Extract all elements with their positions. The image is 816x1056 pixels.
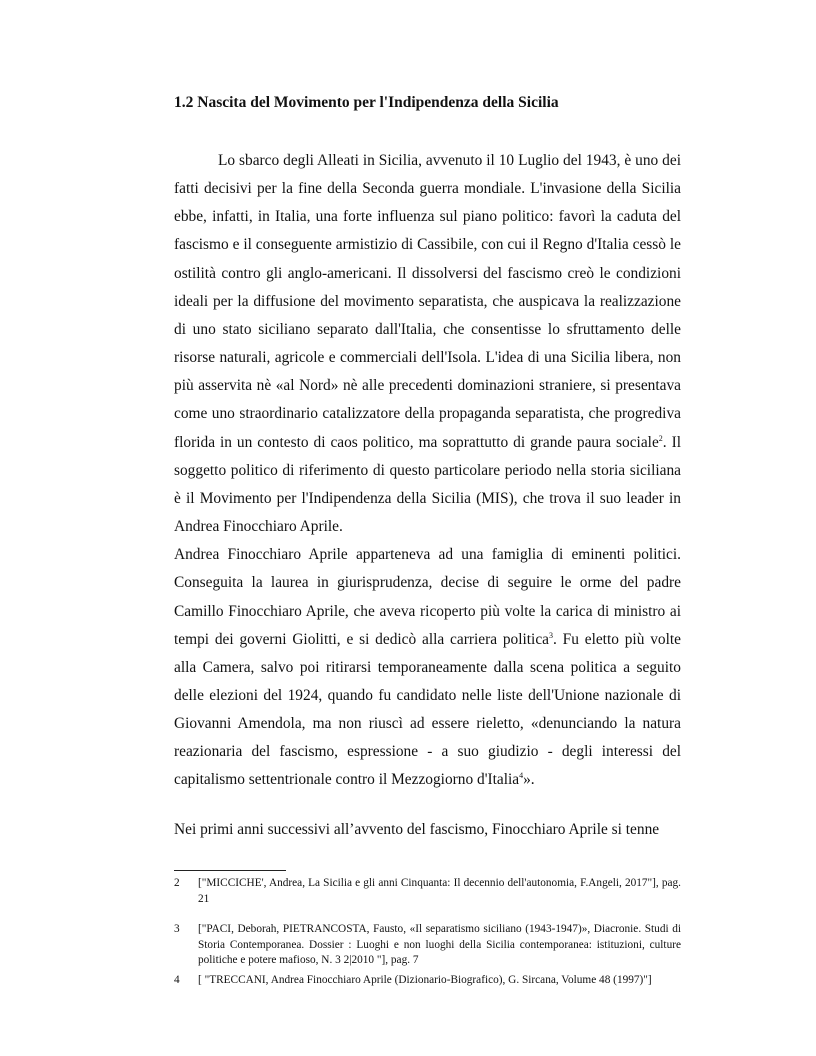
footnote-separator <box>174 870 286 871</box>
footnote-number: 3 <box>174 923 180 935</box>
paragraph-1 <box>174 147 681 541</box>
footnote-text: ["PACI, Deborah, PIETRANCOSTA, Fausto, «Il separatismo siciliano (1943-1947)», Diacronie. Studi di Storia Contemporanea. Dossier : Luoghi e non luoghi della Sicilia contemporanea: istituzioni, culture politiche e potere mafioso, N. 3 2|2010 "], pag. 7 <box>198 923 681 966</box>
paragraph-2 <box>174 541 681 794</box>
footnote-ref-2[interactable]: 2 <box>658 433 663 443</box>
footnote-4 <box>174 973 681 989</box>
footnotes <box>174 876 681 988</box>
footnote-ref-4[interactable]: 4 <box>519 771 524 781</box>
paragraph-2-text-a: Andrea Finocchiaro Aprile apparteneva ad una famiglia di eminenti politici. Conseguita la laurea in giurisprudenza, decise di seguire le orme del padre Camillo Finocchiaro Aprile, che aveva ricoperto più volte la carica di ministro ai tempi dei governi Giolitti, e si dedicò alla carriera politica <box>174 546 681 648</box>
footnote-text: ["MICCICHE', Andrea, La Sicilia e gli anni Cinquanta: Il decennio dell'autonomia, F.Angeli, 2017"], pag. 21 <box>198 877 681 905</box>
footnote-number: 2 <box>174 877 180 889</box>
document-page <box>174 0 681 1056</box>
footnote-3 <box>174 922 681 969</box>
paragraph-1-text-a: Lo sbarco degli Alleati in Sicilia, avvenuto il 10 Luglio del 1943, è uno dei fatti decisivi per la fine della Seconda guerra mondiale. L'invasione della Sicilia ebbe, infatti, in Italia, una forte influenza sul piano politico: favorì la caduta del fascismo e il conseguente armistizio di Cassibile, con cui il Regno d'Italia cessò le ostilità contro gli anglo-americani. Il dissolversi del fascismo creò le condizioni ideali per la diffusione del movimento separatista, che auspicava la realizzazione di uno stato siciliano separato dall'Italia, che consentisse lo sfruttamento delle risorse naturali, agricole e commerciali dell'Isola. L'idea di una Sicilia libera, non più asservita nè «al Nord» nè alle precedenti dominazioni straniere, si presentava come uno straordinario catalizzatore della propaganda separatista, che progrediva florida in un contesto di caos politico, ma soprattutto di grande paura sociale <box>174 152 681 451</box>
section-heading: 1.2 Nascita del Movimento per l'Indipendenza della Sicilia <box>174 94 559 111</box>
footnote-2 <box>174 876 681 907</box>
paragraph-2-text-c: ». <box>523 771 535 789</box>
paragraph-3: Nei primi anni successivi all’avvento del fascismo, Finocchiaro Aprile si tenne <box>174 820 660 838</box>
footnote-text: [ "TRECCANI, Andrea Finocchiaro Aprile (Dizionario-Biografico), G. Sircana, Volume 48 (1997)"] <box>198 973 652 986</box>
body-text <box>174 147 681 844</box>
footnote-number: 4 <box>174 973 180 986</box>
paragraph-1-text-b: . Il soggetto politico di riferimento di questo particolare periodo nella storia siciliana è il Movimento per l'Indipendenza della Sicilia (MIS), che trova il suo leader in Andrea Finocchiaro Aprile. <box>174 433 681 536</box>
paragraph-2-text-b: . Fu eletto più volte alla Camera, salvo poi ritirarsi temporaneamente dalla scena politica a seguito delle elezioni del 1924, quando fu candidato nelle liste dell'Unione nazionale di Giovanni Amendola, ma non riuscì ad essere rieletto, «denunciando la natura reazionaria del fascismo, espressione - a suo giudizio - degli interessi del capitalismo settentrionale contro il Mezzogiorno d'Italia <box>174 630 681 789</box>
footnote-ref-3[interactable]: 3 <box>549 630 553 640</box>
